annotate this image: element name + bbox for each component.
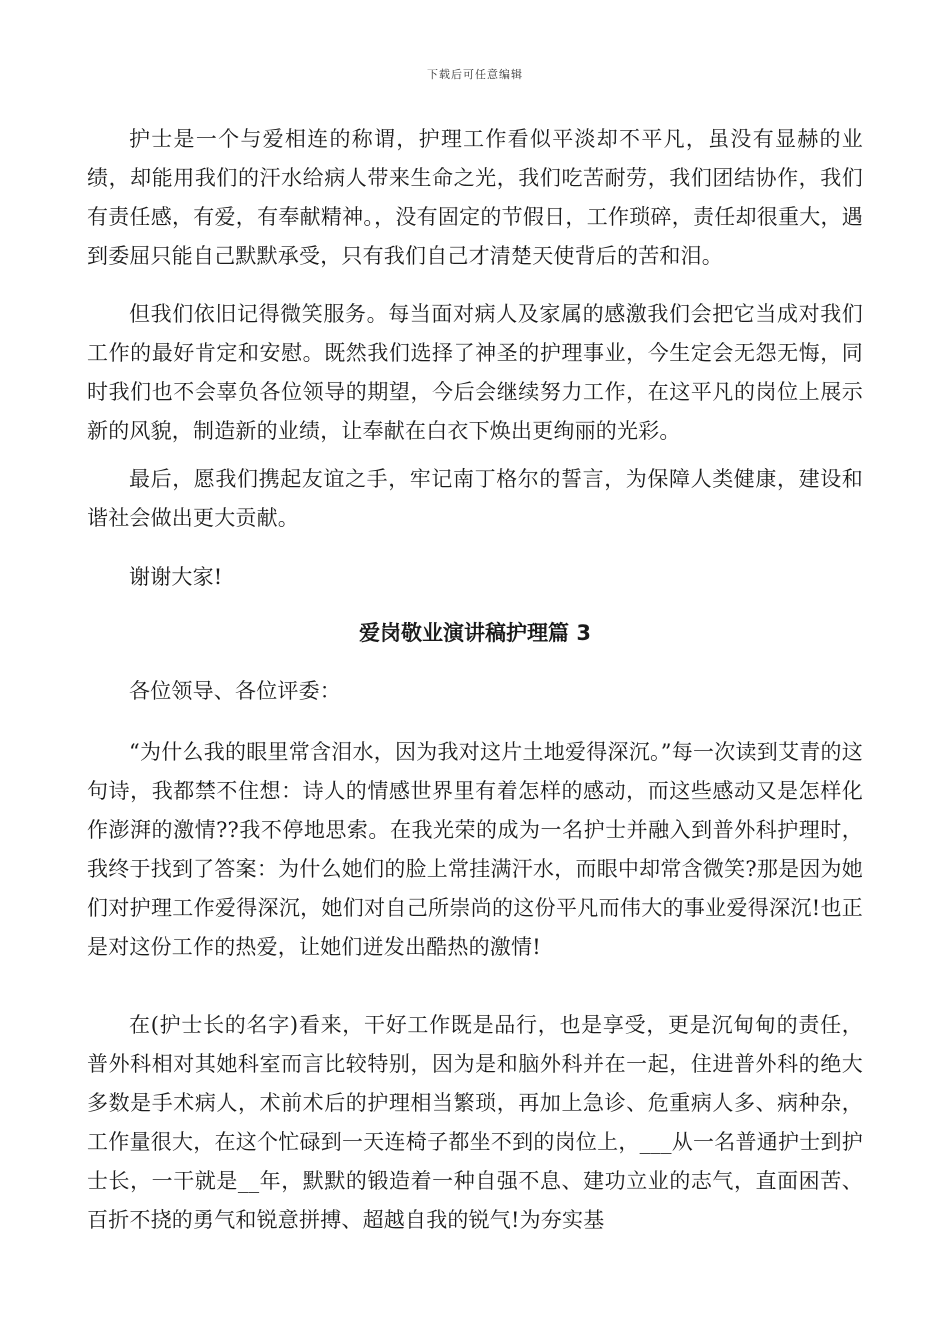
paragraph-7-text: 在(护士长的名字)看来，干好工作既是品行，也是享受，更是沉甸甸的责任，普外科相对其她科室而言比较特别，因为是和脑外科并在一起，住进普外科的绝大多数是手术病人，术前术后的护理相当繁琐，再加上急诊、危重病人多、病种杂，工作量很大，在这个忙碌到一天连椅子都坐不到的岗位上，___从一名普通护士到护士长，一干就是__年，默默的锻造着一种自强不息、建功立业的志气，直面困苦、百折不挠的勇气和锐意拼搏、超越自我的锐气!为夯实基 <box>87 1013 863 1232</box>
paragraph-2-text: 但我们依旧记得微笑服务。每当面对病人及家属的感激我们会把它当成对我们工作的最好肯定和安慰。既然我们选择了神圣的护理事业，今生定会无怨无悔，同时我们也不会辜负各位领导的期望，今后会继续努力工作，在这平凡的岗位上展示新的风貌，制造新的业绩，让奉献在白衣下焕出更绚丽的光彩。 <box>87 302 863 443</box>
salutation: 各位领导、各位评委： <box>129 679 341 703</box>
paragraph-2 <box>87 295 863 451</box>
section-heading: 爱岗敬业演讲稿护理篇 3 <box>359 621 591 645</box>
paragraph-6-text: “为什么我的眼里常含泪水，因为我对这片土地爱得深沉。”每一次读到艾青的这句诗，我都禁不住想：诗人的情感世界里有着怎样的感动，而这些感动又是怎样化作澎湃的激情??我不停地思索。在我光荣的成为一名护士并融入到普外科护理时，我终于找到了答案：为什么她们的脸上常挂满汗水，而眼中却常含微笑?那是因为她们对护理工作爱得深沉，她们对自己所崇尚的这份平凡而伟大的事业爱得深沉!也正是对这份工作的热爱，让她们迸发出酷热的激情! <box>87 740 863 959</box>
paragraph-1-text: 护士是一个与爱相连的称谓，护理工作看似平淡却不平凡，虽没有显赫的业绩，却能用我们的汗水给病人带来生命之光，我们吃苦耐劳，我们团结协作，我们有责任感，有爱，有奉献精神。，没有固定的节假日，工作琐碎，责任却很重大，遇到委屈只能自己默默承受，只有我们自己才清楚天使背后的苦和泪。 <box>87 127 863 268</box>
paragraph-3 <box>87 460 863 538</box>
paragraph-6 <box>87 733 863 967</box>
paragraph-4 <box>87 558 863 597</box>
paragraph-5 <box>87 672 863 711</box>
paragraph-1 <box>87 120 863 276</box>
page-header-note: 下载后可任意编辑 <box>427 68 523 81</box>
closing-thanks: 谢谢大家! <box>129 565 223 589</box>
paragraph-7 <box>87 1006 863 1240</box>
paragraph-3-text: 最后，愿我们携起友谊之手，牢记南丁格尔的誓言，为保障人类健康，建设和谐社会做出更大贡献。 <box>87 467 863 530</box>
